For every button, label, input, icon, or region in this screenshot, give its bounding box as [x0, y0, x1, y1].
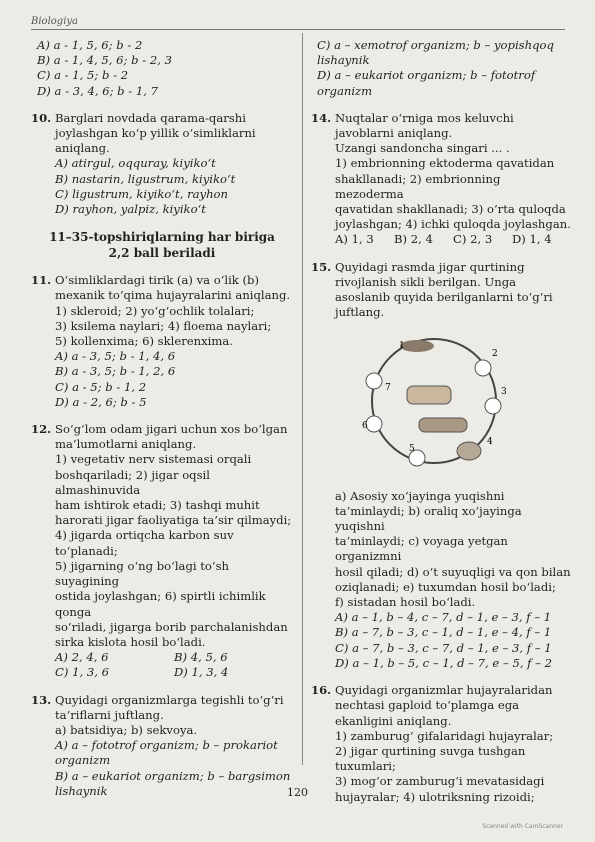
- section-heading-line: 11–35-topshiriqlarning har biriga: [49, 230, 275, 245]
- snail-host-icon: [419, 418, 467, 432]
- option: C) 1, 3, 6: [55, 665, 109, 680]
- option: C) ligustrum, kiyiko‘t, rayhon: [55, 186, 228, 201]
- option: A) 1, 3: [335, 232, 374, 247]
- question-item: ham ishtirok etadi; 3) tashqi muhit: [55, 498, 260, 513]
- question-number: 16.: [311, 683, 332, 698]
- page-number: 120: [287, 786, 308, 799]
- figure-label: 5: [409, 444, 415, 455]
- option: D) a – eukariot organizm; b – fototrof organizm: [317, 68, 536, 98]
- question-item: hujayralar; 4) ulotriksning rizoidi;: [335, 789, 535, 804]
- ingested-cyst-icon: [366, 373, 382, 389]
- option: A) a – 1, b – 4, c – 7, d – 1, e – 3, f – 1: [335, 610, 552, 625]
- question-13: [31, 693, 293, 799]
- option: B) a - 3, 5; b - 1, 2, 6: [55, 364, 176, 379]
- option: D) 1, 4: [512, 232, 552, 247]
- section-heading: [31, 229, 293, 261]
- snail-icon: [457, 442, 481, 460]
- question-item: Uzangi sandoncha singari ... .: [335, 141, 510, 156]
- miracidium-icon: [485, 398, 501, 414]
- header-divider: [31, 29, 565, 30]
- question-item: ta’minlaydi; c) voyaga yetgan organizmni: [335, 534, 508, 564]
- question-item: 5) jigarning o‘ng bo‘lagi to‘sh suyagining: [55, 558, 230, 589]
- question-number: 15.: [311, 259, 332, 274]
- question-text: So‘g‘lom odam jigari uchun xos bo‘lgan ma’lumotlarni aniqlang.: [55, 422, 288, 452]
- liver-fluke-life-cycle-figure: [359, 326, 509, 476]
- question-text: O‘simliklardagi tirik (a) va o‘lik (b) mexanik to‘qima hujayralarini aniqlang.: [55, 273, 291, 303]
- column-divider: [302, 33, 303, 765]
- question-number: 12.: [31, 422, 52, 437]
- option: D) a – 1, b – 5, c – 1, d – 7, e – 5, f – 2: [335, 655, 553, 670]
- option: D) a - 3, 4, 6; b - 1, 7: [37, 83, 158, 98]
- scanner-watermark: Scanned with CamScanner: [482, 823, 563, 830]
- egg-icon: [475, 360, 491, 376]
- question-item: joylashgan; 4) ichki quloqda joylashgan.: [335, 217, 571, 232]
- question-item: a) batsidiya; b) sekvoya.: [55, 722, 198, 737]
- option: C) a – xemotrof organizm; b – yopishqoq lishaynik: [317, 38, 554, 68]
- question-item: f) sistadan hosil bo‘ladi.: [335, 595, 476, 610]
- figure-label: 7: [385, 383, 391, 394]
- question-10: [31, 111, 293, 217]
- left-column: [31, 38, 293, 811]
- question-item: ta’minlaydi; b) oraliq xo‘jayinga yuqishni: [335, 503, 522, 534]
- question-12: [31, 422, 293, 680]
- option: D) 1, 3, 4: [174, 665, 229, 680]
- right-column: [311, 38, 571, 817]
- question-text: Barglari novdada qarama-qarshi joylashgan ko‘p yillik o‘simliklarni aniqlang.: [55, 110, 256, 156]
- cow-host-icon: [407, 386, 451, 404]
- figure-label: 2: [492, 349, 498, 360]
- option: B) a – 7, b – 3, c – 1, d – 1, e – 4, f – 1: [335, 625, 552, 640]
- question-item: shakllanadi; 2) embrionning mezoderma: [335, 171, 501, 201]
- option: B) 2, 4: [394, 232, 433, 247]
- question-number: 10.: [31, 110, 52, 125]
- question-item: 5) kollenxima; 6) sklerenxima.: [55, 334, 233, 349]
- question-item: oziqlanadi; e) tuxumdan hosil bo‘ladi;: [335, 579, 556, 594]
- question-text: Quyidagi organizmlarga tegishli to‘g‘ri ta’riflarni juftlang.: [55, 692, 284, 722]
- option: C) a – 7, b – 3, c – 7, d – 1, e – 3, f – 1: [335, 640, 552, 655]
- previous-question-options: [311, 38, 571, 99]
- question-item: 1) embrionning ektoderma qavatidan: [335, 156, 555, 171]
- option: C) a - 1, 5; b - 2: [37, 68, 129, 83]
- running-header: Biologiya: [31, 16, 78, 27]
- question-item: 1) skleroid; 2) yo‘g‘ochlik tolalari;: [55, 303, 255, 318]
- question-text: Quyidagi organizmlar hujayralaridan nechtasi gaploid to‘plamga ega ekanligini aniqlang.: [335, 683, 553, 728]
- option: D) a - 2, 6; b - 5: [55, 394, 147, 409]
- option: A) 2, 4, 6: [55, 650, 109, 665]
- question-text: Nuqtalar o‘rniga mos keluvchi javoblarni aniqlang.: [335, 110, 514, 141]
- question-item: boshqariladi; 2) jigar oqsil almashinuvida: [55, 467, 210, 497]
- section-heading-line: 2,2 ball beriladi: [108, 246, 216, 261]
- option-row: [31, 650, 293, 665]
- option: B) 4, 5, 6: [174, 650, 228, 665]
- figure-label: 4: [487, 437, 493, 448]
- option-row: [311, 232, 571, 247]
- previous-question-options: [31, 38, 293, 99]
- question-item: 4) jigarda ortiqcha karbon suv to‘planadi;: [55, 528, 234, 558]
- question-item: 2) jigar qurtining suvga tushgan tuxumlari;: [335, 743, 526, 774]
- figure-label: 3: [501, 387, 507, 398]
- question-item: 1) vegetativ nerv sistemasi orqali: [55, 452, 252, 467]
- question-item: harorati jigar faoliyatiga ta’sir qilmaydi;: [55, 513, 292, 528]
- option: C) a - 5; b - 1, 2: [55, 379, 147, 394]
- question-11: [31, 273, 293, 410]
- question-14: [311, 111, 571, 248]
- figure-label: 1: [399, 341, 405, 352]
- question-item: a) Asosiy xo‘jayinga yuqishni: [335, 488, 505, 503]
- question-item: 3) ksilema naylari; 4) floema naylari;: [55, 318, 272, 333]
- option: B) a – eukariot organizm; b – bargsimon lishaynik: [55, 768, 291, 798]
- adult-fluke-icon: [400, 340, 434, 352]
- question-item: hosil qiladi; d) o‘t suyuqligi va qon bilan: [335, 564, 571, 579]
- option: A) a - 1, 5, 6; b - 2: [37, 38, 143, 52]
- question-item: sirka kislota hosil bo‘ladi.: [55, 634, 206, 649]
- question-number: 11.: [31, 273, 52, 288]
- option: D) rayhon, yalpiz, kiyiko‘t: [55, 202, 206, 217]
- option: A) atirgul, oqquray, kiyiko‘t: [55, 156, 216, 171]
- question-item: 3) mog‘or zamburug‘i mevatasidagi: [335, 774, 545, 789]
- option: A) a - 3, 5; b - 1, 4, 6: [55, 349, 176, 364]
- option: A) a – fototrof organizm; b – prokariot organizm: [55, 738, 278, 768]
- question-text: Quyidagi rasmda jigar qurtining rivojlanish sikli berilgan. Unga asoslanib quyida berilganlarni to‘g‘ri juftlang.: [335, 259, 553, 320]
- option: C) 2, 3: [453, 232, 493, 247]
- option-row: [31, 665, 293, 680]
- question-item: ostida joylashgan; 6) spirtli ichimlik qonga: [55, 589, 266, 619]
- question-item: so‘riladi, jigarga borib parchalanishdan: [55, 619, 288, 634]
- option: B) a - 1, 4, 5, 6; b - 2, 3: [37, 53, 172, 68]
- question-number: 14.: [311, 110, 332, 125]
- question-number: 13.: [31, 692, 52, 707]
- question-15: [311, 260, 571, 671]
- figure-label: 6: [362, 421, 368, 432]
- option: B) nastarin, ligustrum, kiyiko‘t: [55, 171, 236, 186]
- question-item: 1) zamburug‘ gifalaridagi hujayralar;: [335, 728, 554, 743]
- cyst-icon: [366, 416, 382, 432]
- question-item: qavatidan shakllanadi; 3) o‘rta quloqda: [335, 202, 566, 217]
